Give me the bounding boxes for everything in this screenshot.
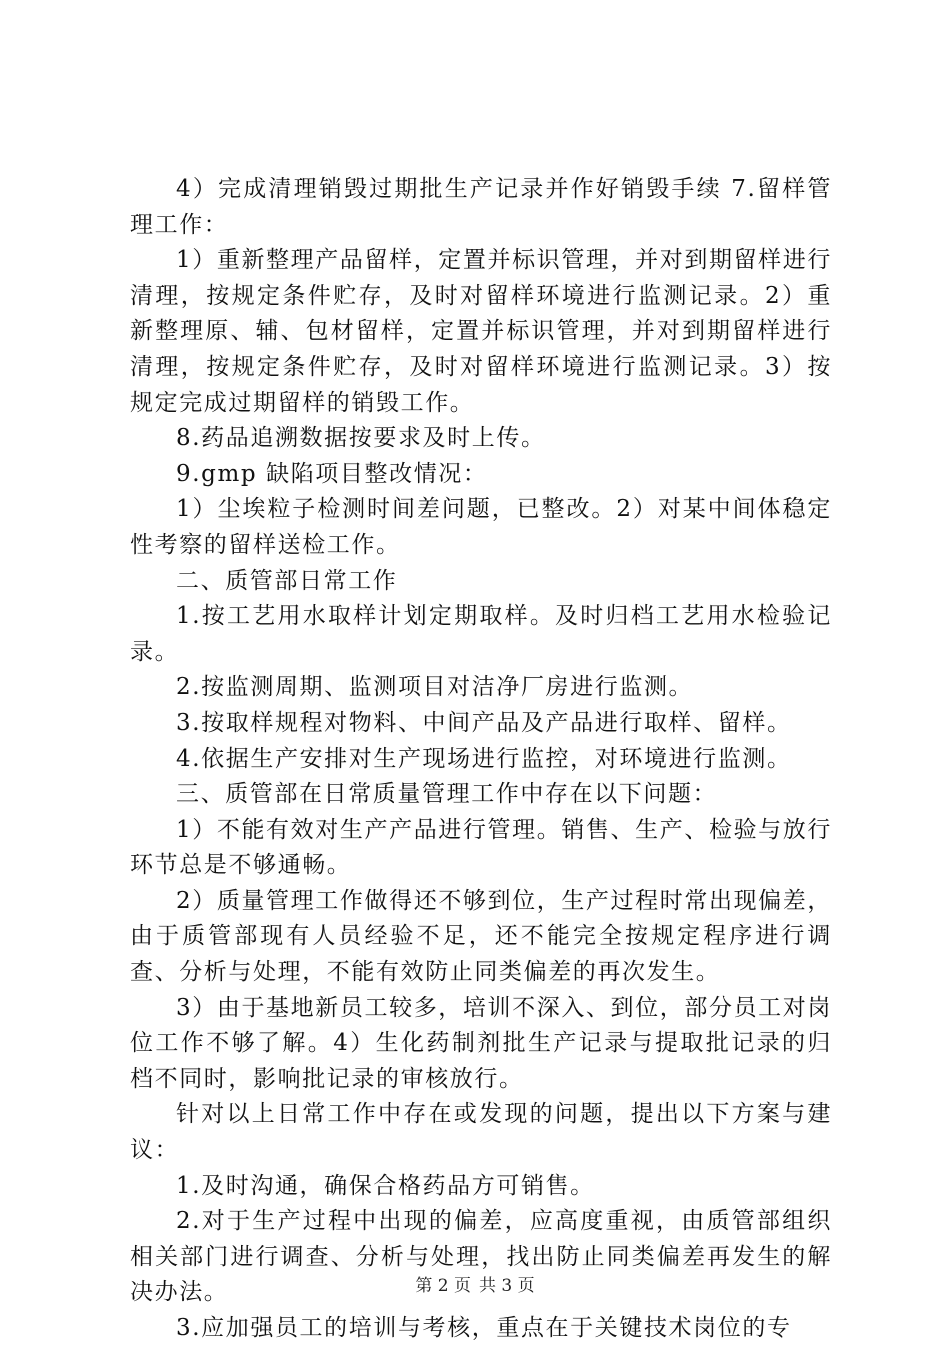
paragraph: 4.依据生产安排对生产现场进行监控，对环境进行监测。 (176, 745, 792, 772)
paragraph: 1）重新整理产品留样，定置并标识管理，并对到期留样进行清理，按规定条件贮存，及时对留样环境进行监测记录。2）重新整理原、辅、包材留样，定置并标识管理，并对到期留样进行清理，按规定条件贮存，及时对留样环境进行监测记录。3）按规定完成过期留样的销毁工作。 (130, 247, 832, 416)
paragraph: 3）由于基地新员工较多，培训不深入、到位，部分员工对岗位工作不够了解。4）生化药制剂批生产记录与提取批记录的归档不同时，影响批记录的审核放行。 (130, 994, 832, 1092)
page-number: 第 2 页 (415, 1276, 471, 1296)
page-total: 共 3 页 (479, 1276, 535, 1296)
page-footer (0, 1274, 950, 1298)
paragraph: 2.对于生产过程中出现的偏差，应高度重视，由质管部组织相关部门进行调查、分析与处理，找出防止同类偏差再发生的解决办法。 (130, 1208, 832, 1306)
paragraph: 1.及时沟通，确保合格药品方可销售。 (176, 1172, 595, 1199)
paragraph: 2.按监测周期、监测项目对洁净厂房进行监测。 (176, 674, 694, 701)
section-heading: 三、质管部在日常质量管理工作中存在以下问题： (176, 781, 718, 808)
paragraph: 3.应加强员工的培训与考核，重点在于关键技术岗位的专 (176, 1315, 792, 1341)
document-body (130, 172, 832, 1347)
paragraph: 1.按工艺用水取样计划定期取样。及时归档工艺用水检验记录。 (130, 603, 832, 665)
paragraph: 8.药品追溯数据按要求及时上传。 (176, 425, 546, 452)
paragraph: 1）不能有效对生产产品进行管理。销售、生产、检验与放行环节总是不够通畅。 (130, 816, 832, 879)
paragraph: 1）尘埃粒子检测时间差问题，已整改。2）对某中间体稳定性考察的留样送检工作。 (130, 496, 832, 558)
paragraph: 2）质量管理工作做得还不够到位，生产过程时常出现偏差，由于质管部现有人员经验不足，还不能完全按规定程序进行调查、分析与处理，不能有效防止同类偏差的再次发生。 (130, 887, 832, 986)
paragraph: 针对以上日常工作中存在或发现的问题，提出以下方案与建议： (130, 1101, 832, 1164)
section-heading: 二、质管部日常工作 (176, 567, 398, 594)
paragraph: 4）完成清理销毁过期批生产记录并作好销毁手续 7.留样管理工作： (130, 176, 832, 238)
paragraph: 9.gmp 缺陷项目整改情况： (176, 460, 488, 487)
paragraph: 3.按取样规程对物料、中间产品及产品进行取样、留样。 (176, 709, 792, 736)
